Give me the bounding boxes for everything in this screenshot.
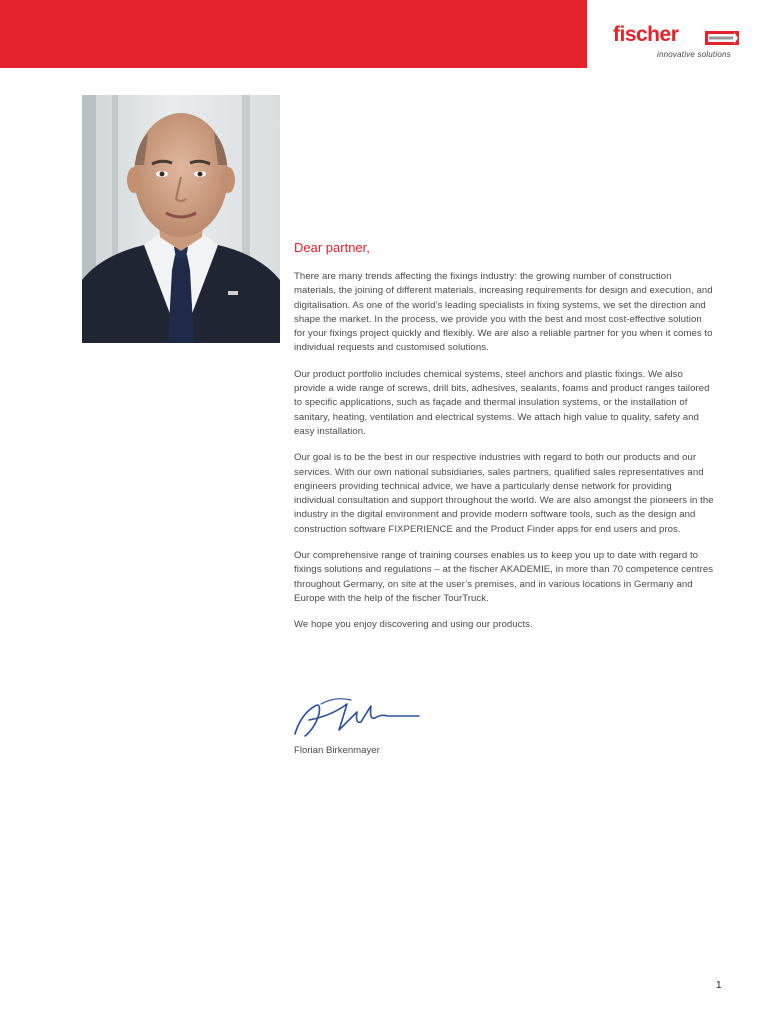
logo-wordmark: fischer bbox=[613, 23, 679, 46]
signature-image bbox=[291, 694, 423, 744]
logo-badge-icon bbox=[705, 31, 739, 45]
letter-paragraph: Our product portfolio includes chemical systems, steel anchors and plastic fixings. We also provide a wide range of screws, drill bits, adhesives, sealants, foams and product ranges tailored to specific applications, such as façade and thermal insulation systems, or the installation of sanitary, heating, ventilation and electrical systems. We attach high value to quality, safety and easy installation. bbox=[294, 368, 710, 437]
logo-tagline: innovative solutions bbox=[657, 50, 731, 59]
portrait-photo bbox=[82, 95, 280, 343]
letter-paragraph: Our comprehensive range of training courses enables us to keep you up to date with regard to fixings solutions and regulations – at the fischer AKADEMIE, in more than 70 competence centres throughout Germany, on site at the user’s premises, and in various locations in Germany and Europe with the help of the fischer TourTruck. bbox=[294, 550, 714, 604]
salutation: Dear partner, bbox=[294, 240, 370, 255]
portrait-illustration bbox=[82, 95, 280, 343]
letter-paragraph: There are many trends affecting the fixings industry: the growing number of construction materials, the joining of different materials, increasing requirements for design and execution, and digitalisation. As one of the world’s leading specialists in fixing systems, we set the direction and shape the market. In the process, we provide you with the best and most cost-effective solution for your fixings project quickly and flexibly. We are also a reliable partner for you when it comes to individual requests and customised solutions. bbox=[294, 271, 713, 354]
letter-body bbox=[294, 240, 714, 645]
page-number: 1 bbox=[716, 980, 722, 991]
brand-logo bbox=[587, 0, 768, 68]
letter-paragraph: Our goal is to be the best in our respective industries with regard to both our products and our services. With our own national subsidiaries, sales partners, qualified sales representatives and engineers providing technical advice, we have a particularly dense network for providing individual consultation and support throughout the world. We are also amongst the pioneers in the industry in the digital environment and provide modern software tools, such as the design and construction software FIXPERIENCE and the Product Finder apps for end users and pros. bbox=[294, 452, 714, 535]
signer-name: Florian Birkenmayer bbox=[294, 745, 380, 756]
letter-paragraph: We hope you enjoy discovering and using our products. bbox=[294, 619, 533, 631]
